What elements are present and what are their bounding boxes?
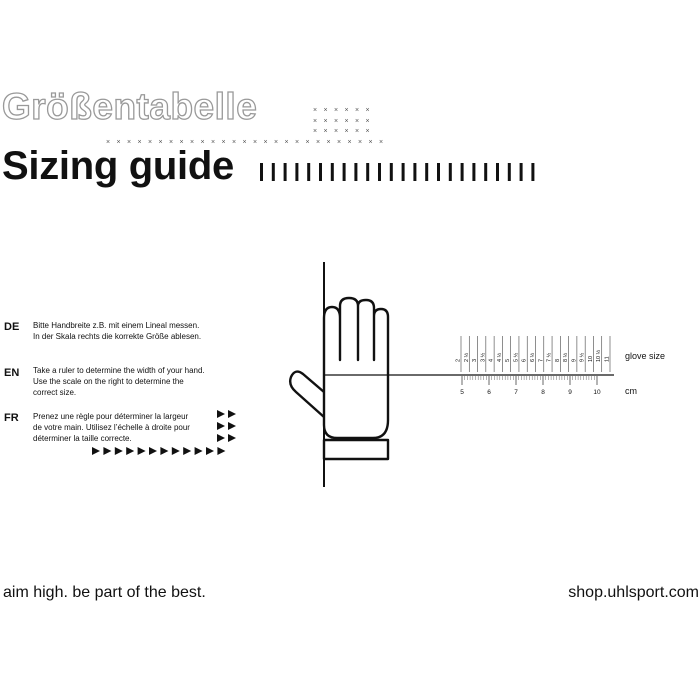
cross-mark: × <box>106 139 111 146</box>
title-english: Sizing guide <box>2 144 234 188</box>
glove-size-tick-label: 8 ½ <box>563 352 570 362</box>
instruction-de-line: In der Skala rechts die korrekte Größe ablesen. <box>33 332 202 341</box>
instruction-de-line: Bitte Handbreite z.B. mit einem Lineal messen. <box>33 321 200 330</box>
cross-mark: × <box>158 139 163 146</box>
cross-mark: × <box>169 139 174 146</box>
title-german: Größentabelle <box>2 86 258 127</box>
cross-mark: × <box>355 118 360 125</box>
cross-mark: × <box>274 139 279 146</box>
cross-mark: × <box>334 107 339 114</box>
glove-size-tick-label: 6 ½ <box>530 352 536 362</box>
glove-size-tick-label: 6 <box>521 358 528 362</box>
cross-mark: × <box>284 139 289 146</box>
cross-mark: × <box>344 118 349 125</box>
cross-mark: × <box>211 139 216 146</box>
instruction-en-line: correct size. <box>33 388 77 397</box>
cross-mark: × <box>334 118 339 125</box>
cross-mark: × <box>323 107 328 114</box>
cross-mark: × <box>323 118 328 125</box>
cross-mark: × <box>344 128 349 135</box>
cross-mark: × <box>355 128 360 135</box>
glove-size-tick-label: 10 <box>587 355 594 362</box>
hand-outline-icon <box>290 298 388 459</box>
cross-mark: × <box>263 139 268 146</box>
instruction-fr-line: déterminer la taille correcte. <box>33 434 132 443</box>
size-scale <box>456 336 611 396</box>
cm-label: cm <box>625 386 637 396</box>
cross-mark: × <box>323 128 328 135</box>
instruction-fr-line: de votre main. Utilisez l’échelle à droite pour <box>33 423 190 432</box>
glove-size-tick-label: 11 <box>604 356 611 362</box>
cross-mark: × <box>368 139 373 146</box>
cross-mark: × <box>313 107 318 114</box>
cm-tick-label: 6 <box>487 389 491 396</box>
cross-mark: × <box>190 139 195 146</box>
cross-mark: × <box>242 139 247 146</box>
cross-mark: × <box>326 139 331 146</box>
cm-tick-label: 10 <box>593 389 601 396</box>
cross-mark: × <box>358 139 363 146</box>
glove-size-tick-label: 7 <box>538 358 545 362</box>
glove-size-tick-label: 8 <box>554 358 561 362</box>
glove-size-tick-label: 4 ½ <box>496 352 503 362</box>
cm-tick-label: 7 <box>514 389 518 396</box>
lang-code-fr: FR <box>4 412 19 424</box>
glove-size-tick-label: 7 ½ <box>546 352 553 362</box>
cross-mark: × <box>355 107 360 114</box>
cross-mark: × <box>344 107 349 114</box>
cross-mark: × <box>295 139 300 146</box>
cross-mark: × <box>116 139 121 146</box>
cm-tick-label: 9 <box>568 389 572 396</box>
cross-mark: × <box>313 128 318 135</box>
instruction-fr-line: Prenez une règle pour déterminer la largeur <box>33 412 189 421</box>
glove-size-tick-label: 2 <box>455 358 462 362</box>
cross-mark: × <box>313 118 318 125</box>
glove-size-tick-label: 2 ½ <box>463 352 470 362</box>
cross-mark: × <box>221 139 226 146</box>
glove-size-tick-label: 10 ½ <box>596 349 603 362</box>
cm-tick-label: 8 <box>541 389 545 396</box>
cross-mark: × <box>200 139 205 146</box>
glove-size-tick-label: 3 <box>472 358 479 362</box>
cross-mark: × <box>179 139 184 146</box>
footer-website-link[interactable]: shop.uhlsport.com <box>568 584 699 601</box>
cm-tick-label: 5 <box>460 389 464 396</box>
glove-size-tick-label: 9 ½ <box>579 352 586 362</box>
cross-mark: × <box>365 118 370 125</box>
glove-size-tick-label: 5 <box>505 358 512 362</box>
glove-size-tick-label: 5 ½ <box>513 352 520 362</box>
instruction-en-line: Use the scale on the right to determine the <box>33 377 184 386</box>
cross-mark: × <box>253 139 258 146</box>
cross-mark: × <box>334 128 339 135</box>
cross-mark: × <box>365 107 370 114</box>
glove-size-tick-label: 4 <box>488 358 495 362</box>
glove-size-tick-label: 3 ½ <box>480 352 487 362</box>
cross-mark: × <box>232 139 237 146</box>
glove-size-label: glove size <box>625 351 666 361</box>
cross-mark: × <box>365 128 370 135</box>
cross-mark: × <box>316 139 321 146</box>
instruction-en-line: Take a ruler to determine the width of your hand. <box>33 366 205 375</box>
cross-mark: × <box>137 139 142 146</box>
cross-mark: × <box>148 139 153 146</box>
lang-code-en: EN <box>4 367 20 379</box>
glove-size-tick-label: 9 <box>571 358 578 362</box>
lang-code-de: DE <box>4 321 20 333</box>
cross-mark: × <box>379 139 384 146</box>
footer-slogan: aim high. be part of the best. <box>3 584 206 601</box>
cross-mark: × <box>305 139 310 146</box>
cross-mark: × <box>127 139 132 146</box>
cross-mark: × <box>347 139 352 146</box>
cross-mark: × <box>337 139 342 146</box>
